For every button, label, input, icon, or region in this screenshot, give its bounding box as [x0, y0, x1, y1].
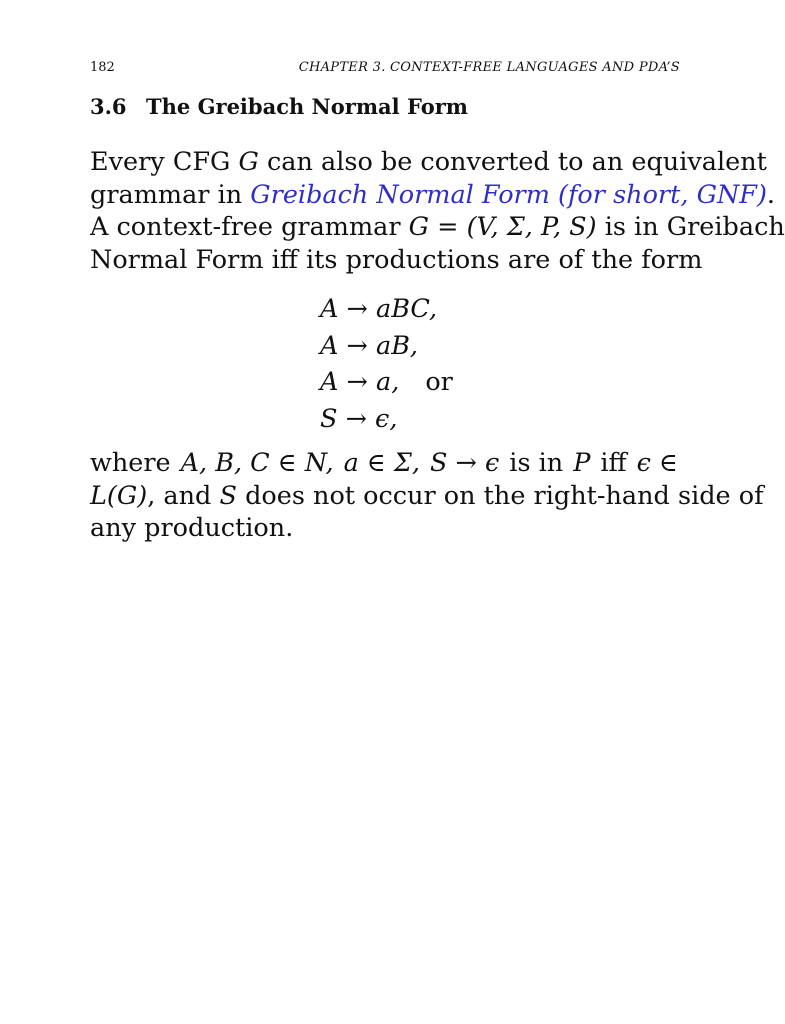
text-run: is in — [509, 448, 564, 478]
math-symbol: P — [573, 448, 591, 478]
production-rule-row — [320, 364, 453, 401]
paragraph-line — [90, 211, 785, 244]
page-number: 182 — [90, 60, 115, 75]
text-run: , and — [147, 480, 220, 511]
text-run: does not occur on the right-hand side of — [236, 480, 764, 511]
running-header — [90, 58, 680, 78]
paragraph-gnf-definition — [90, 146, 785, 277]
production-rule: S → ϵ, — [320, 403, 398, 434]
math-expression: L(G) — [90, 480, 148, 511]
math-expression: S → ϵ — [429, 448, 500, 478]
chapter-title: CHAPTER 3. CONTEXT-FREE LANGUAGES AND PDA’S — [298, 60, 680, 75]
paragraph-conditions — [90, 447, 764, 545]
math-symbol: G — [238, 147, 259, 177]
text-run: is in Greibach — [596, 212, 785, 243]
productions-display — [320, 291, 453, 437]
text-run: where — [90, 448, 171, 478]
math-symbol: S — [219, 480, 237, 511]
math-expression: ϵ ∈ — [636, 448, 678, 478]
production-rule: A → aBC, — [320, 294, 438, 324]
text-run: A context-free grammar — [90, 212, 409, 243]
text-run: iff — [600, 448, 627, 478]
section-heading — [90, 94, 468, 120]
gnf-link[interactable]: Greibach Normal Form (for short, GNF) — [250, 179, 767, 210]
or-word: or — [425, 367, 453, 397]
math-expression: A, B, C ∈ N, — [180, 448, 334, 478]
production-rule: A → a, — [320, 367, 400, 397]
text-run: grammar in — [90, 179, 251, 210]
math-expression: G = (V, Σ, P, S) — [408, 212, 597, 243]
paragraph-line — [90, 179, 776, 212]
paragraph-line: Normal Form iff its productions are of the form — [90, 245, 703, 276]
section-number: 3.6 — [90, 94, 127, 119]
section-title: The Greibach Normal Form — [146, 94, 468, 119]
paragraph-line — [90, 146, 767, 179]
paragraph-line — [90, 480, 764, 513]
math-expression: a ∈ Σ, — [343, 448, 420, 478]
production-rule: A → aB, — [320, 330, 419, 361]
paragraph-line: any production. — [90, 513, 294, 544]
text-run: . — [766, 179, 776, 210]
text-run: can also be converted to an equivalent — [258, 147, 767, 177]
paragraph-line — [90, 447, 678, 480]
text-run: Every CFG — [90, 147, 239, 177]
